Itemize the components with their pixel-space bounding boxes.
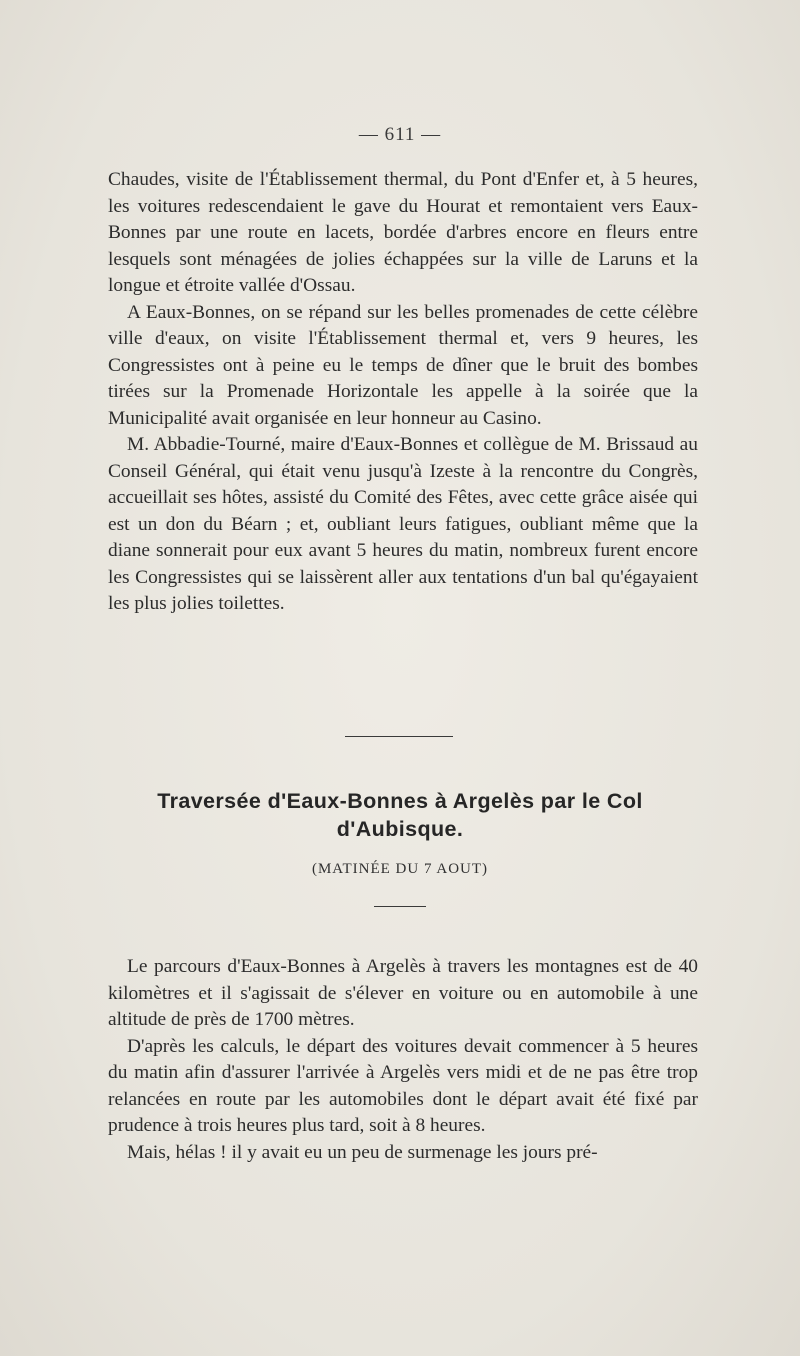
paragraph: Le parcours d'Eaux-Bonnes à Argelès à travers les montagnes est de 40 kilomètres et il s'agissait de s'élever en voiture ou en automobile à une altitude de près de 1700 mètres. <box>108 956 698 1030</box>
section-divider <box>345 736 453 737</box>
section-title <box>100 787 700 843</box>
paragraph: Mais, hélas ! il y avait eu un peu de surmenage les jours pré- <box>127 1141 598 1163</box>
paragraph: D'après les calculs, le départ des voitures devait commencer à 5 heures du matin afin d'assurer l'arrivée à Argelès vers midi et de ne pas être trop relancées en route par les automobiles dont le départ avait été fixé par prudence à trois heures plus tard, soit à 8 heures. <box>108 1035 698 1136</box>
subtitle-divider <box>374 906 426 907</box>
body-text-section-1 <box>108 167 698 618</box>
paragraph: Chaudes, visite de l'Établissement thermal, du Pont d'Enfer et, à 5 heures, les voitures redescendaient le gave du Hourat et remontaient vers Eaux-Bonnes par une route en lacets, bordée d'arbres encore en fleurs entre lesquels sont ménagées de jolies échappées sur la ville de Laruns et la longue et étroite vallée d'Ossau. <box>108 169 698 296</box>
section-subtitle: (MATINÉE DU 7 AOUT) <box>311 861 489 877</box>
page-number: — 611 — <box>358 124 442 145</box>
paragraph: M. Abbadie-Tourné, maire d'Eaux-Bonnes et collègue de M. Brissaud au Conseil Général, qui était venu jusqu'à Izeste à la rencontre du Congrès, accueillait ses hôtes, assisté du Comité des Fêtes, avec cette grâce aisée qui est un don du Béarn ; et, oubliant leurs fatigues, oubliant même que la diane sonnerait pour eux avant 5 heures du matin, nombreux furent encore les Congressistes qui se laissèrent aller aux tentations d'un bal qu'égayaient les plus jolies toilettes. <box>108 434 698 614</box>
paragraph: A Eaux-Bonnes, on se répand sur les belles promenades de cette célèbre ville d'eaux, on visite l'Établissement thermal et, vers 9 heures, les Congressistes ont à peine eu le temps de dîner que le bruit des bombes tirées sur la Promenade Horizontale les appelle à la soirée que la Municipalité avait organisée en leur honneur au Casino. <box>108 301 698 429</box>
body-text-section-2 <box>108 954 698 1166</box>
section-title-line-2: d'Aubisque. <box>336 817 464 841</box>
section-title-line-1: Traversée d'Eaux-Bonnes à Argelès par le Col <box>157 789 643 813</box>
